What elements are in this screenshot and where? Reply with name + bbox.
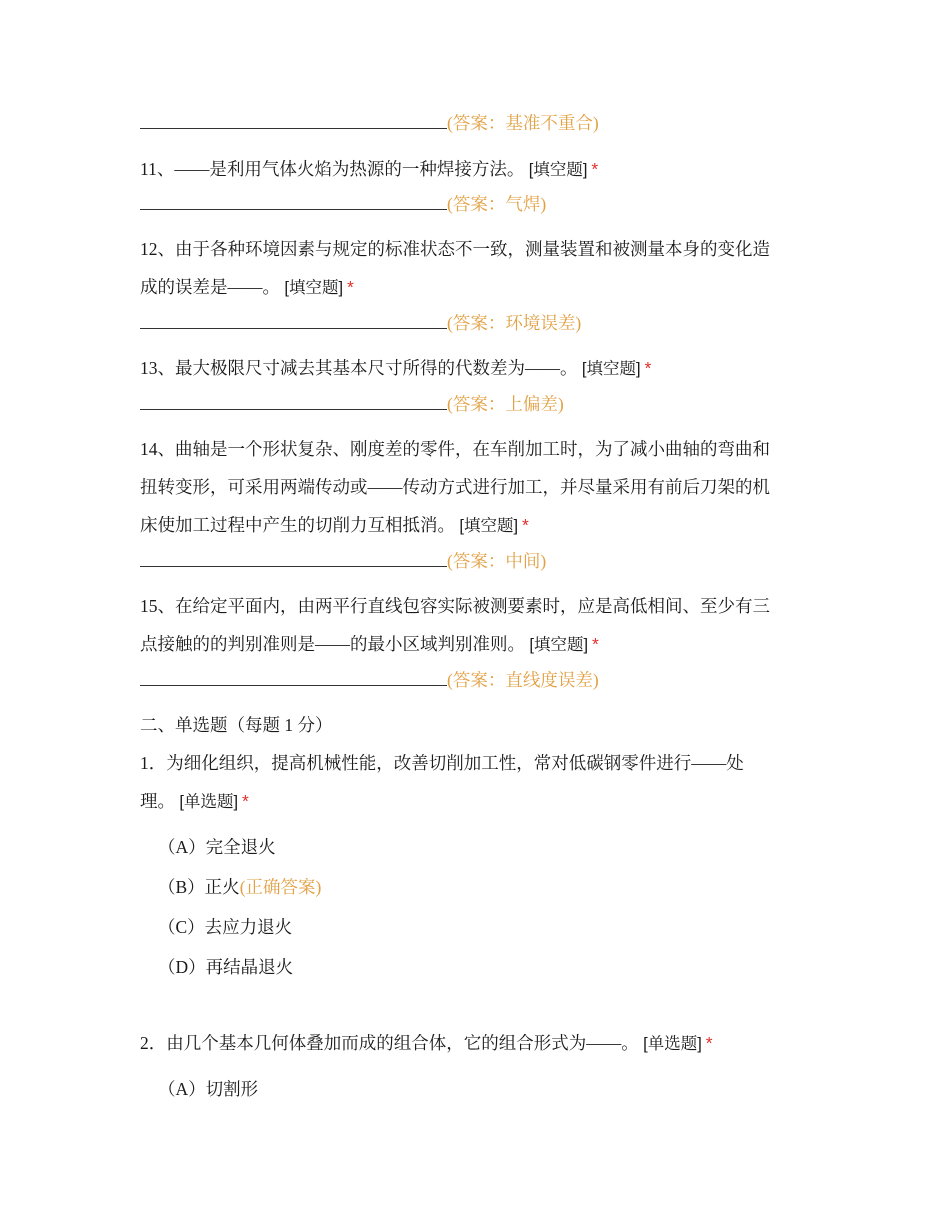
q15-text: 点接触的的判别准则是——的最小区域判别准则。 (140, 634, 525, 654)
q12-answer-line (140, 311, 581, 335)
q12-text: 成的误差是——。 (140, 277, 280, 297)
mc1-question-line1: 1．为细化组织，提高机械性能，改善切削加工性，常对低碳钢零件进行——处 (140, 753, 744, 773)
q13-text: 13、最大极限尺寸减去其基本尺寸所得的代数差为——。 (140, 358, 578, 378)
q10-answer-line (140, 111, 599, 135)
q14-type-tag: [填空题] (459, 517, 519, 535)
q15-question-line2 (140, 632, 599, 657)
q14-required-mark: * (522, 515, 529, 535)
q13-type-tag: [填空题] (581, 360, 641, 378)
answer-blank[interactable] (140, 314, 447, 329)
q12-question-line2 (140, 275, 354, 300)
mc1-required-mark: * (242, 791, 249, 811)
q11-text: 11、——是利用气体火焰为热源的一种焊接方法。 (140, 159, 525, 179)
q11-type-tag: [填空题] (528, 161, 588, 179)
mc1-option-d[interactable]: （D）再结晶退火 (158, 957, 294, 977)
q11-answer-line (140, 192, 546, 216)
answer-blank[interactable] (140, 114, 447, 129)
q11-question (140, 157, 598, 182)
mc2-type-tag: [单选题] (643, 1035, 702, 1053)
q15-required-mark: * (592, 634, 599, 654)
q13-answer: (答案：上偏差) (447, 394, 564, 414)
q15-answer: (答案：直线度误差) (447, 670, 599, 690)
answer-blank[interactable] (140, 395, 447, 410)
q14-question-line3 (140, 513, 529, 538)
mc1-text: 理。 (140, 791, 175, 811)
q15-question-line1: 15、在给定平面内，由两平行直线包容实际被测要素时，应是高低相间、至少有三 (140, 596, 770, 616)
mc1-option-c[interactable]: （C）去应力退火 (158, 917, 293, 937)
q14-question-line1: 14、曲轴是一个形状复杂、刚度差的零件，在车削加工时，为了减小曲轴的弯曲和 (140, 439, 770, 459)
mc2-text: 2．由几个基本几何体叠加而成的组合体，它的组合形式为——。 (140, 1033, 639, 1053)
q12-question-line1: 12、由于各种环境因素与规定的标准状态不一致，测量装置和被测量本身的变化造 (140, 239, 770, 259)
mc2-question (140, 1031, 713, 1056)
section-heading: 二、单选题（每题 1 分） (140, 715, 333, 735)
q13-question (140, 356, 651, 381)
q15-answer-line (140, 668, 599, 692)
q15-type-tag: [填空题] (529, 636, 589, 654)
correct-answer-mark: (正确答案) (239, 877, 322, 897)
mc1-option-a[interactable]: （A）完全退火 (158, 837, 276, 857)
mc1-question-line2 (140, 789, 249, 814)
mc1-option-b-label: （B）正火 (158, 877, 240, 897)
answer-blank[interactable] (140, 671, 447, 686)
answer-blank[interactable] (140, 195, 447, 210)
mc2-option-a[interactable]: （A）切割形 (158, 1079, 259, 1099)
q13-answer-line (140, 392, 564, 416)
q13-required-mark: * (644, 358, 652, 378)
q11-required-mark: * (591, 159, 599, 179)
answer-blank[interactable] (140, 552, 447, 567)
mc1-option-b[interactable] (158, 875, 321, 899)
q14-answer-line (140, 549, 546, 573)
q12-required-mark: * (347, 277, 354, 297)
q14-text: 床使加工过程中产生的切削力互相抵消。 (140, 515, 455, 535)
q12-type-tag: [填空题] (284, 279, 344, 297)
q10-answer: (答案：基准不重合) (447, 113, 599, 133)
q14-question-line2: 扭转变形，可采用两端传动或——传动方式进行加工，并尽量采用有前后刀架的机 (140, 477, 770, 497)
q14-answer: (答案：中间) (447, 551, 547, 571)
mc2-required-mark: * (705, 1033, 713, 1053)
q12-answer: (答案：环境误差) (447, 313, 582, 333)
q11-answer: (答案：气焊) (447, 194, 547, 214)
mc1-type-tag: [单选题] (179, 793, 239, 811)
